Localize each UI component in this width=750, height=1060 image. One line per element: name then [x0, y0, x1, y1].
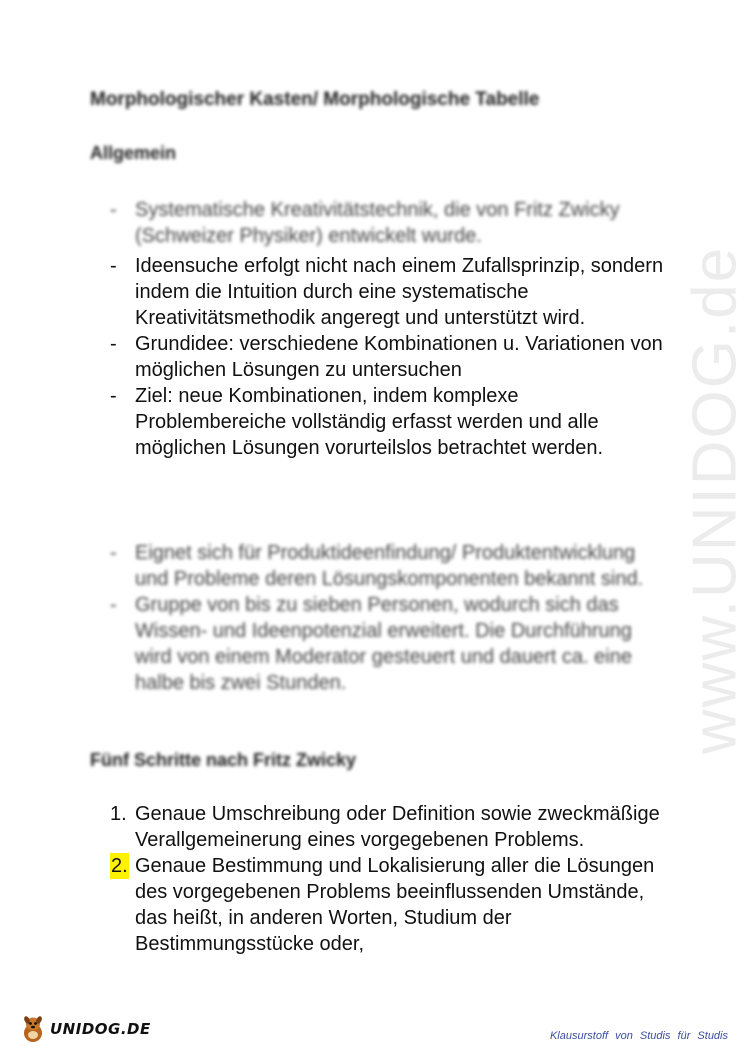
bullet-dash: - [110, 333, 117, 355]
list-item-text: Ziel: neue Kombinationen, indem komplexe Problembereiche vollständig erfasst werden und alle möglichen Lösungen vorurteilslos betrachtet werden. [135, 385, 604, 459]
list-item [110, 197, 670, 249]
bullet-dash: - [110, 255, 117, 277]
section-heading-general: Allgemein [90, 143, 177, 163]
bullet-dash: - [110, 542, 117, 564]
step-text: Genaue Bestimmung und Lokalisierung aller die Lösungen des vorgegebenen Problems beeinflussenden Umstände, das heißt, in anderen Worten, Studium der Bestimmungsstücke oder, [135, 855, 655, 955]
bullet-dash: - [110, 594, 117, 616]
logo-text: UNIDOG.DE [50, 1020, 151, 1038]
document-title: Morphologischer Kasten/ Morphologische Tabelle [90, 89, 540, 110]
list-item-text: Eignet sich für Produktideenfindung/ Produktentwicklung und Probleme deren Lösungskomponenten bekannt sind. [135, 542, 644, 590]
footer-tagline: Klausurstoff von Studis für Studis [549, 1030, 728, 1042]
dog-mascot-icon [20, 1014, 46, 1044]
list-item-text: Systematische Kreativitätstechnik, die von Fritz Zwicky (Schweizer Physiker) entwickelt wurde. [135, 199, 620, 247]
list-item [110, 592, 670, 696]
list-item-text: Gruppe von bis zu sieben Personen, wodurch sich das Wissen- und Ideenpotenzial erweitert. Die Durchführung wird von einem Moderator gesteuert und dauert ca. eine halbe bis zwei Stunden. [135, 594, 632, 694]
watermark: www.UNIDOG.de [680, 245, 750, 755]
list-item [110, 540, 670, 592]
bullet-dash: - [110, 385, 117, 407]
section-heading-steps: Fünf Schritte nach Fritz Zwicky [90, 750, 357, 770]
list-item [110, 801, 670, 853]
step-number-highlighted: 2. [111, 855, 128, 877]
list-item-text: Ideensuche erfolgt nicht nach einem Zufallsprinzip, sondern indem die Intuition durch eine systematische Kreativitätsmethodik angeregt und unterstützt wird. [135, 255, 664, 329]
step-number: 1. [110, 803, 127, 825]
steps-list [110, 801, 670, 957]
step-text: Genaue Umschreibung oder Definition sowie zweckmäßige Verallgemeinerung eines vorgegebenen Problems. [135, 803, 660, 851]
general-list-bottom [110, 540, 670, 696]
list-item-text: Grundidee: verschiedene Kombinationen u. Variationen von möglichen Lösungen zu untersuchen [135, 333, 663, 381]
list-item [110, 331, 670, 383]
bullet-dash: - [110, 199, 117, 221]
list-item [110, 383, 670, 461]
list-item [110, 853, 670, 957]
list-item [110, 253, 670, 331]
general-list-middle [110, 253, 670, 461]
general-list-top [110, 197, 670, 249]
unidog-logo [20, 1012, 151, 1046]
